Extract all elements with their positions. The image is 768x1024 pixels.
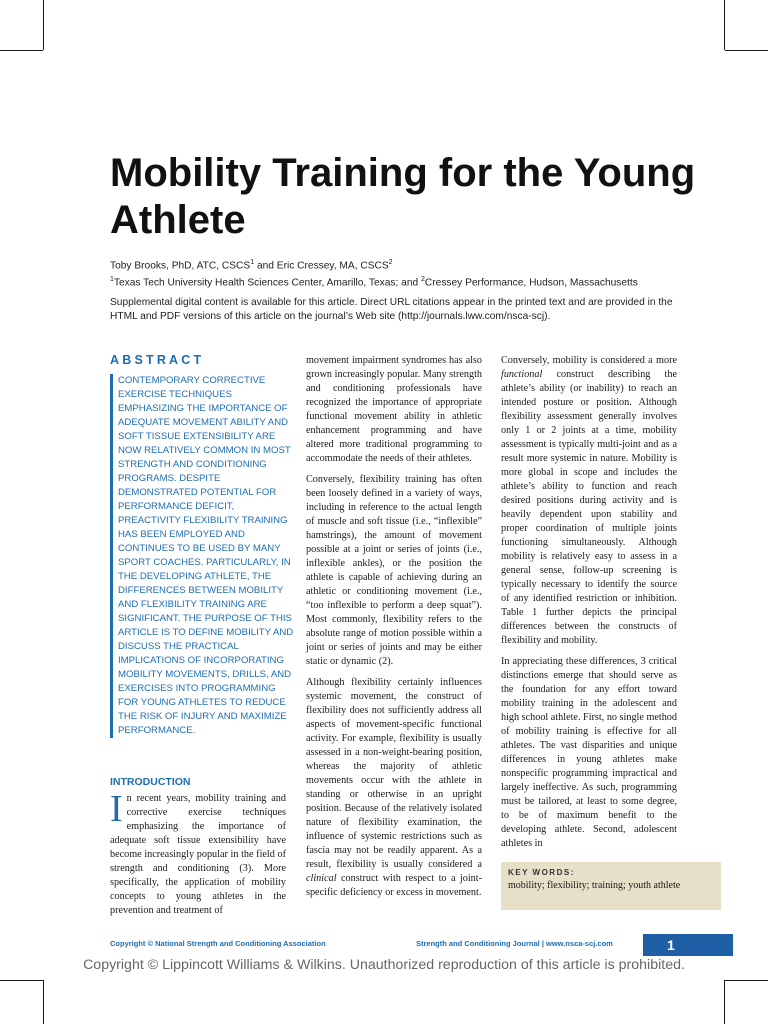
col2-paragraph-3 xyxy=(306,676,482,900)
affil-a: Texas Tech University Health Sciences Center, Amarillo, Texas; and xyxy=(113,277,421,289)
crop-mark xyxy=(0,50,43,51)
crop-mark xyxy=(43,0,44,50)
crop-mark xyxy=(724,980,725,1024)
col2-p3-em: clinical xyxy=(306,873,337,884)
col3-p1-a: Conversely, mobility is considered a more xyxy=(501,355,677,366)
intro-paragraph-text: n recent years, mobility training and corrective exercise techniques emphasizing the importance of adequate soft tissue extensibility have become increasingly popular in the field of strength and conditioning (3). More specifically, the application of mobility concepts to young athletes in the prevention and treatment of xyxy=(110,793,286,916)
page-number: 1 xyxy=(643,934,733,956)
footer-journal: Strength and Conditioning Journal | www.nsca-scj.com xyxy=(416,939,613,948)
affil-b: Cressey Performance, Hudson, Massachusetts xyxy=(424,277,638,289)
crop-mark xyxy=(0,980,43,981)
affiliations-line xyxy=(110,273,730,290)
intro-paragraph xyxy=(110,788,286,918)
column-1-body xyxy=(110,788,286,925)
col2-paragraph-1: movement impairment syndromes has also grown increasingly popular. Many strength and conditioning professionals have recognized the importance of appropriate functional movement ability in athletic enhancement programming and have altered more traditional programming to accommodate the needs of their athletes. xyxy=(306,355,482,464)
affil-sup-1: 1 xyxy=(110,276,114,284)
col3-paragraph-2: In appreciating these differences, 3 critical distinctions emerge that should serve as the foundation for any effort toward mobility training in the adolescent and high school athlete. First, no single method of mobility training is effective for all athletes. The vast disparities and unique differences in young athletes make nonspecific programming impractical and largely ineffective. As such, programming must be tailored, at least to some degree, to be of maximum benefit to the developing athlete. Second, adolescent athletes in xyxy=(501,656,677,849)
author-names-a: Toby Brooks, PhD, ATC, CSCS xyxy=(110,260,251,272)
column-2-body xyxy=(306,354,482,907)
abstract-heading: ABSTRACT xyxy=(110,353,205,367)
copyright-watermark: Copyright © Lippincott Williams & Wilkins. Unauthorized reproduction of this article is prohibited. xyxy=(83,957,685,973)
col2-paragraph-2: Conversely, flexibility training has often been loosely defined in a variety of ways, including in reference to the actual length of muscle and soft tissue (i.e., “inflexible” hamstrings), the amount of movement possible at a joint or series of joints (i.e., inflexible ankles), or the position the athlete is capable of achieving during an athletic or conditioning movement (i.e., “too inflexible to perform a deep squat”). Most commonly, flexibility refers to the absolute range of motion possible within a joint or series of joints and may be either static or dynamic (2). xyxy=(306,474,482,667)
keywords-list: mobility; flexibility; training; youth athlete xyxy=(508,880,681,891)
author-sup-1: 1 xyxy=(250,259,255,266)
keywords-box xyxy=(501,862,721,910)
article-title: Mobility Training for the Young Athlete xyxy=(110,151,696,242)
col3-p1-em: functional xyxy=(501,369,543,380)
crop-mark xyxy=(725,980,768,981)
drop-cap: I xyxy=(110,788,123,830)
abstract-text: CONTEMPORARY CORRECTIVE EXERCISE TECHNIQUES EMPHASIZING THE IMPORTANCE OF ADEQUATE MOVEMENT ABILITY AND SOFT TISSUE EXTENSIBILITY ARE NOW RELATIVELY COMMON IN MOST STRENGTH AND CONDITIONING PROGRAMS. DESPITE DEMONSTRATED POTENTIAL FOR PERFORMANCE DEFICIT, PREACTIVITY FLEXIBILITY TRAINING HAS BEEN EMPLOYED AND CONTINUES TO BE USED BY MANY SPORT COACHES. PARTICULARLY, IN THE DEVELOPING ATHLETE, THE DIFFERENCES BETWEEN MOBILITY AND FLEXIBILITY TRAINING ARE SIGNIFICANT. THE PURPOSE OF THIS ARTICLE IS TO DEFINE MOBILITY AND DISCUSS THE PRACTICAL IMPLICATIONS OF INCORPORATING MOBILITY MOVEMENTS, DRILLS, AND EXERCISES INTO PROGRAMMING FOR YOUNG ATHLETES TO REDUCE THE RISK OF INJURY AND MAXIMIZE PERFORMANCE. xyxy=(110,374,294,738)
author-block xyxy=(110,256,730,291)
col2-p3-b: construct with respect to a joint-specific deficiency or excess in movement. xyxy=(306,873,482,898)
col3-p1-b: construct describing the athlete’s ability (or inability) to reach an intended posture or position. Although flexibility assessment generally involves only 1 or 2 joints at a time, mobility assessment is typically multi-joint and as a result more systemic in nature. Mobility is more global in scope and includes the athlete’s ability to function and reach desired positions during activity and is heavily dependent upon stability and proper coordination of multiple joints functioning simultaneously. Although mobility is relatively easy to assess in a general sense, follow-up screening is typically necessary to identify the source of any identified restriction or inhibition. Table 1 further depicts the principal differences between the constructs of flexibility and mobility. xyxy=(501,369,677,646)
crop-mark xyxy=(725,50,768,51)
column-3-body xyxy=(501,354,677,858)
crop-mark xyxy=(724,0,725,50)
introduction-heading: INTRODUCTION xyxy=(110,776,191,788)
author-sup-2: 2 xyxy=(388,259,393,266)
footer-copyright: Copyright © National Strength and Conditioning Association xyxy=(110,939,326,948)
keywords-heading: KEY WORDS: xyxy=(508,868,575,877)
supplemental-note: Supplemental digital content is available for this article. Direct URL citations appear in the printed text and are provided in the HTML and PDF versions of this article on the journal’s Web site (http://journals.lww.com/nsca-scj). xyxy=(110,297,673,322)
author-names-b: and Eric Cressey, MA, CSCS xyxy=(254,260,389,272)
crop-mark xyxy=(43,980,44,1024)
col2-p3-a: Although flexibility certainly influences systemic movement, the construct of flexibility does not sufficiently address all aspects of movement-specific functional activity. For example, flexibility is usually assessed in a non-weight-bearing position, whereas the majority of athletic movements occur with the athlete in standing or otherwise in an upright position. Because of the relatively isolated nature of flexibility examination, the influence of systemic restrictions such as fascia may not be readily apparent. As a result, flexibility is usually considered a xyxy=(306,677,482,870)
affil-sup-2: 2 xyxy=(421,276,425,284)
col3-paragraph-1 xyxy=(501,354,677,648)
authors-line xyxy=(110,256,730,273)
